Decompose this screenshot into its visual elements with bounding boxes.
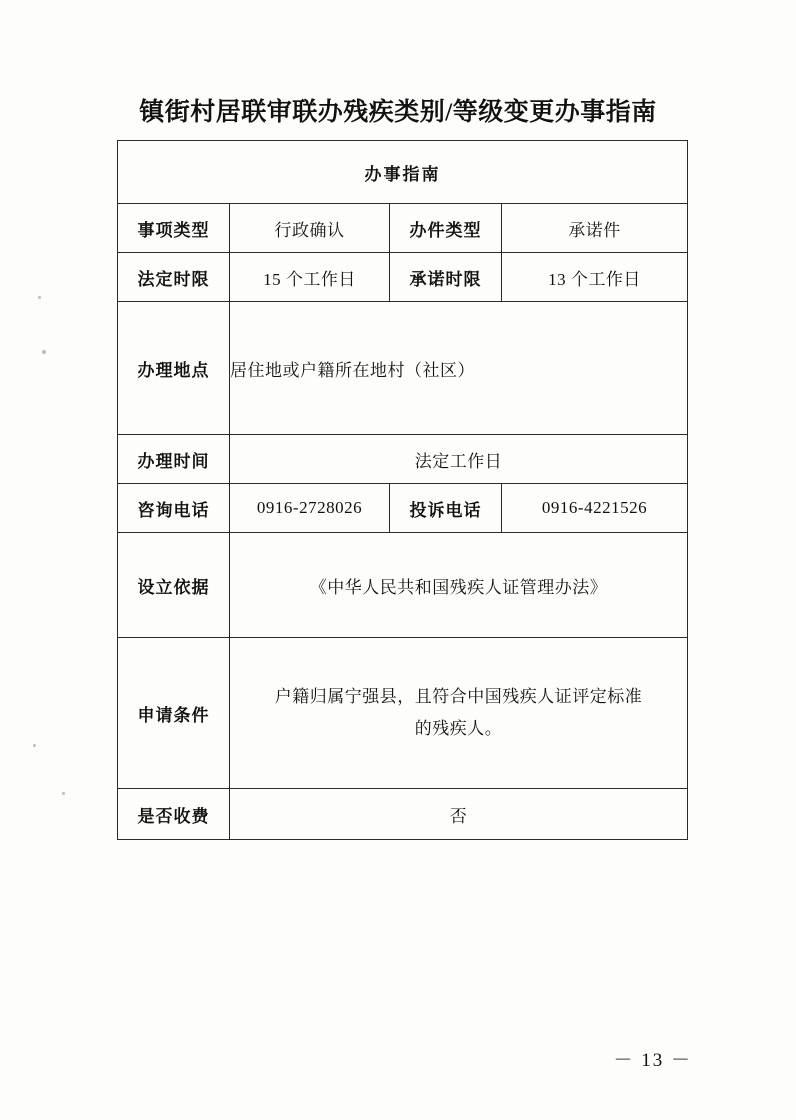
label-promised-limit: 承诺时限 (390, 253, 502, 302)
label-complaint-phone: 投诉电话 (390, 484, 502, 533)
table-row (118, 789, 688, 840)
label-legal-basis: 设立依据 (118, 533, 230, 638)
table-header-title: 办事指南 (118, 141, 688, 204)
table-row (118, 253, 688, 302)
value-item-type: 行政确认 (230, 204, 390, 253)
page-number: － 13 － (613, 1050, 692, 1071)
table-row-header (118, 141, 688, 204)
label-case-type: 办件类型 (390, 204, 502, 253)
value-legal-basis: 《中华人民共和国残疾人证管理办法》 (230, 533, 688, 638)
value-complaint-phone: 0916-4221526 (502, 484, 688, 533)
table-row (118, 638, 688, 789)
value-is-charged: 否 (230, 789, 688, 840)
table-row (118, 302, 688, 435)
value-legal-limit: 15 个工作日 (230, 253, 390, 302)
application-conditions-line-1: 户籍归属宁强县，且符合中国残疾人证评定标准 (274, 686, 643, 706)
table-row (118, 204, 688, 253)
table-row (118, 533, 688, 638)
application-conditions-line-2: 的残疾人。 (414, 719, 503, 738)
label-is-charged: 是否收费 (118, 789, 230, 840)
value-promised-limit: 13 个工作日 (502, 253, 688, 302)
value-handling-place: 居住地或户籍所在地村（社区） (230, 302, 688, 435)
value-handling-time: 法定工作日 (230, 435, 688, 484)
scan-speck (38, 296, 41, 299)
page-title: 镇街村居联审联办残疾类别/等级变更办事指南 (139, 99, 657, 126)
table-row (118, 484, 688, 533)
scan-speck (62, 792, 65, 795)
label-handling-time: 办理时间 (118, 435, 230, 484)
scan-speck (42, 350, 46, 354)
table-row (118, 435, 688, 484)
value-application-conditions (230, 638, 688, 789)
label-application-conditions: 申请条件 (118, 638, 230, 789)
label-legal-limit: 法定时限 (118, 253, 230, 302)
label-consult-phone: 咨询电话 (118, 484, 230, 533)
label-handling-place: 办理地点 (118, 302, 230, 435)
value-case-type: 承诺件 (502, 204, 688, 253)
service-guide-table (117, 140, 688, 840)
value-consult-phone: 0916-2728026 (230, 484, 390, 533)
label-item-type: 事项类型 (118, 204, 230, 253)
scan-speck (33, 744, 36, 747)
